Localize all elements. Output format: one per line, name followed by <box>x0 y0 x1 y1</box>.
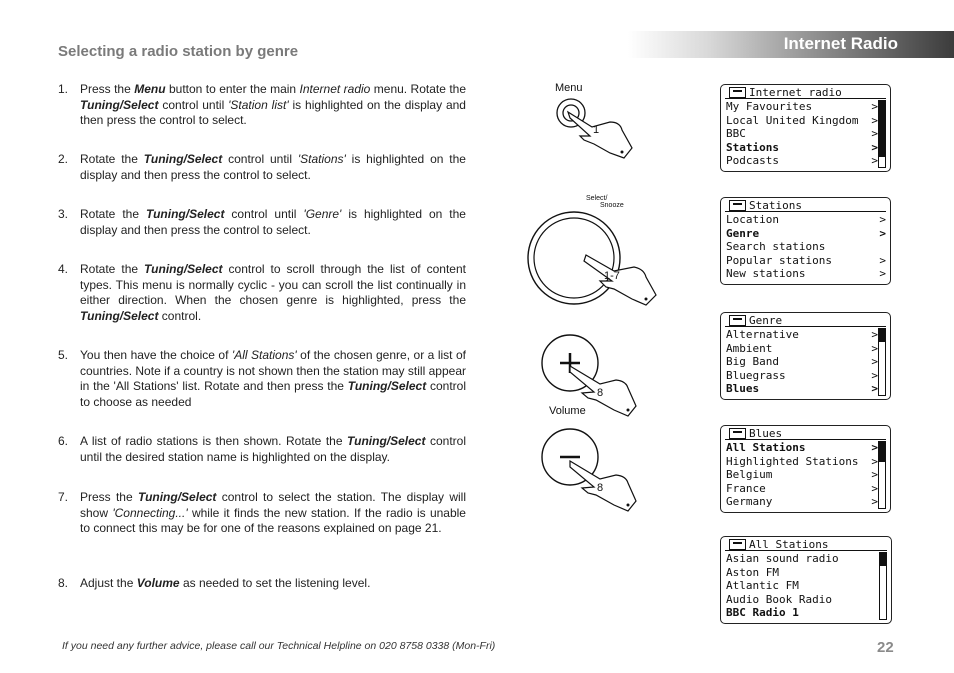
step-number: 1. <box>58 82 69 96</box>
volume-label: Volume <box>549 405 586 417</box>
step-text: Rotate the Tuning/Select control to scroll through the list of content types. This menu is normally cyclic - you can scroll the list continually in either direction. When the chosen genre is highlighted, press the Tuning/Select control. <box>80 262 466 323</box>
lcd-scrollbar <box>878 328 886 396</box>
lcd-menu-item: Asian sound radio <box>726 552 839 565</box>
lcd-screen-all-stations <box>720 536 892 624</box>
dial-label-bottom: Snooze <box>600 202 624 209</box>
lcd-menu-item: Location > <box>726 213 886 226</box>
lcd-menu-item: Atlantic FM <box>726 579 799 592</box>
radio-logo-icon <box>729 428 746 439</box>
lcd-title: Genre <box>749 314 783 327</box>
lcd-menu-list <box>726 100 878 168</box>
lcd-menu-list <box>726 441 878 509</box>
step-number: 5. <box>58 348 69 362</box>
lcd-scrollbar <box>878 100 886 168</box>
lcd-menu-item: Germany > <box>726 495 878 508</box>
page-number: 22 <box>877 639 894 656</box>
step-number: 6. <box>58 434 69 448</box>
select-dial-icon <box>522 195 662 310</box>
chevron-right-icon: > <box>879 226 886 240</box>
chevron-right-icon: > <box>871 140 878 154</box>
step-text: You then have the choice of 'All Stations' of the chosen genre, or a list of countries. Note if a country is not shown then the station may still appear in the 'All Stations' list. Rotate and then press the Tuning/Select control to choose as needed <box>80 348 466 409</box>
lcd-menu-item-highlighted: All Stations > <box>726 441 878 454</box>
chevron-right-icon: > <box>879 213 886 226</box>
step-text: Adjust the Volume as needed to set the listening level. <box>80 576 371 590</box>
step-number: 7. <box>58 490 69 504</box>
menu-button-icon <box>540 80 670 165</box>
lcd-menu-item-highlighted: Blues > <box>726 382 878 395</box>
step-text: Rotate the Tuning/Select control until 'Stations' is highlighted on the display and then press the control to select. <box>80 152 466 182</box>
lcd-screen-blues <box>720 425 891 513</box>
step-text: A list of radio stations is then shown. Rotate the Tuning/Select control until the desired station name is highlighted on the display. <box>80 434 466 464</box>
section-header-bar <box>628 31 954 58</box>
radio-logo-icon <box>729 200 746 211</box>
lcd-scroll-thumb <box>879 329 885 342</box>
section-title: Internet Radio <box>783 34 898 53</box>
chevron-right-icon: > <box>871 454 878 468</box>
dial-step-number: 1-7 <box>604 270 620 282</box>
menu-label: Menu <box>555 82 583 94</box>
step-text: Rotate the Tuning/Select control until 'Genre' is highlighted on the display and then press the control to select. <box>80 207 466 237</box>
lcd-scroll-thumb <box>879 442 885 462</box>
chevron-right-icon: > <box>879 253 886 267</box>
lcd-scrollbar <box>879 552 887 620</box>
chevron-right-icon: > <box>871 341 878 355</box>
lcd-menu-item: My Favourites > <box>726 100 878 113</box>
lcd-menu-list <box>726 213 886 281</box>
step-number: 8. <box>58 576 69 590</box>
chevron-right-icon: > <box>871 355 878 368</box>
radio-logo-icon <box>729 539 746 550</box>
lcd-menu-item-highlighted: Stations > <box>726 140 878 154</box>
lcd-menu-item: Ambient > <box>726 341 878 355</box>
lcd-menu-item-highlighted: Genre > <box>726 226 886 240</box>
lcd-title: All Stations <box>749 538 829 551</box>
step-number: 3. <box>58 207 69 221</box>
lcd-screen-stations <box>720 197 891 285</box>
lcd-scrollbar <box>878 441 886 509</box>
chevron-right-icon: > <box>871 468 878 481</box>
lcd-menu-list <box>726 552 878 620</box>
lcd-menu-item: Alternative > <box>726 328 878 341</box>
volume-plus-step-number: 8 <box>597 387 604 399</box>
lcd-menu-item: France > <box>726 481 878 495</box>
chevron-right-icon: > <box>871 382 878 395</box>
helpline-footer: If you need any further advice, please call our Technical Helpline on 020 8758 0338 (Mon-Fri) <box>62 640 496 652</box>
dial-label-top: Select/ <box>586 195 608 202</box>
lcd-menu-item: Highlighted Stations > <box>726 454 878 468</box>
step-number: 4. <box>58 262 69 276</box>
step-text: Press the Tuning/Select control to select the station. The display will show 'Connecting...' while it finds the new station. If the radio is unable to connect this may be for one of the reasons explained on page 21. <box>80 490 466 535</box>
chevron-right-icon: > <box>871 154 878 167</box>
volume-minus-icon <box>540 425 670 515</box>
lcd-menu-item: Aston FM <box>726 565 779 579</box>
chevron-right-icon: > <box>879 267 886 280</box>
lcd-menu-item: Podcasts > <box>726 154 878 167</box>
chevron-right-icon: > <box>871 481 878 495</box>
lcd-screen-internet-radio <box>720 84 891 172</box>
chevron-right-icon: > <box>871 113 878 127</box>
chevron-right-icon: > <box>871 441 878 454</box>
lcd-scroll-thumb <box>880 553 886 566</box>
lcd-menu-item: Local United Kingdom > <box>726 113 878 127</box>
step-number: 2. <box>58 152 69 166</box>
chevron-right-icon: > <box>871 368 878 382</box>
lcd-scroll-thumb <box>879 101 885 157</box>
lcd-menu-item: BBC > <box>726 127 878 140</box>
chevron-right-icon: > <box>871 328 878 341</box>
lcd-screen-genre <box>720 312 891 400</box>
lcd-menu-item: Search stations <box>726 240 826 253</box>
lcd-menu-item: Bluegrass > <box>726 368 878 382</box>
radio-logo-icon <box>729 315 746 326</box>
lcd-menu-item: Belgium > <box>726 468 878 481</box>
tuning-select-dial-illustration <box>522 195 662 310</box>
volume-down-illustration <box>540 425 670 515</box>
lcd-menu-item: Audio Book Radio <box>726 592 832 606</box>
chevron-right-icon: > <box>871 127 878 140</box>
volume-up-illustration <box>540 330 670 425</box>
chevron-right-icon: > <box>871 495 878 508</box>
lcd-menu-item-highlighted: BBC Radio 1 <box>726 606 799 619</box>
lcd-menu-item: Big Band > <box>726 355 878 368</box>
lcd-menu-item: New stations > <box>726 267 886 280</box>
lcd-menu-item: Popular stations > <box>726 253 886 267</box>
volume-minus-step-number: 8 <box>597 482 604 494</box>
lcd-title: Internet radio <box>749 86 842 99</box>
step-text: Press the Menu button to enter the main Internet radio menu. Rotate the Tuning/Select control until 'Station list' is highlighted on the display and then press the control to select. <box>80 82 467 127</box>
radio-logo-icon <box>729 87 746 98</box>
menu-button-illustration <box>540 80 670 165</box>
lcd-title: Blues <box>749 427 783 440</box>
lcd-title: Stations <box>749 199 802 212</box>
menu-step-number: 1 <box>593 124 600 136</box>
lcd-menu-list <box>726 328 878 396</box>
page-subheading: Selecting a radio station by genre <box>58 43 299 60</box>
chevron-right-icon: > <box>871 100 878 113</box>
